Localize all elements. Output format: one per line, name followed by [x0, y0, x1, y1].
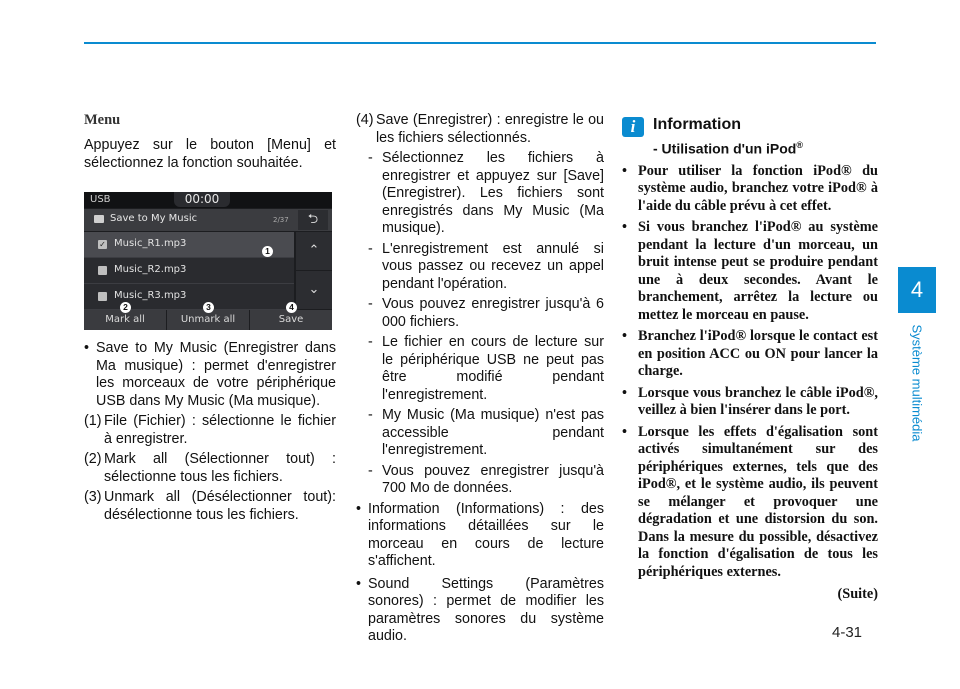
menu-options-list	[356, 501, 604, 646]
information-title: Information	[653, 116, 741, 133]
item-text: File (Fichier) : sélectionne le fichier à enregistrer.	[104, 413, 336, 447]
item-text: Unmark all (Désélectionner tout): désélectionne tous les fichiers.	[104, 489, 336, 523]
information-bullet: • Information (Informations) : des informations détaillées sur le morceau en cours de lecture s'affichent.	[356, 501, 604, 571]
save-to-my-music-list	[84, 340, 336, 410]
screen-header	[84, 209, 332, 231]
item-number: (3)	[84, 489, 102, 505]
info-bullet: • Lorsque les effets d'égalisation sont activés simultanément sur des périphériques externes, tels que des iPod®, et le système audio, ils peuvent se mélanger et provoquer une dégradation et une distorsion du son. Dans la mesure du possible, désactivez la fonction d'égalisation de tous les périphériques externes.	[622, 424, 878, 582]
item-number: (1)	[84, 413, 102, 429]
screen-status-bar	[84, 192, 332, 208]
numbered-item	[84, 451, 336, 486]
unmark-all-button[interactable]: Unmark all	[167, 310, 249, 330]
item-text: Save (Enregistrer) : enregistre le ou les fichiers sélectionnés.	[376, 112, 604, 146]
checkbox-icon[interactable]	[98, 266, 107, 275]
page-number: 4-31	[832, 624, 863, 641]
source-label: USB	[90, 194, 111, 205]
checkbox-icon[interactable]	[98, 292, 107, 301]
numbered-item	[84, 413, 336, 448]
file-row[interactable]	[84, 258, 294, 284]
chapter-label-text: Système multimédia	[909, 324, 925, 442]
save-to-my-music-bullet: • Save to My Music (Enregistrer dans Ma musique) : permet d'enregistrer les morceaux de votre périphérique USB dans My Music (Ma musique).	[84, 340, 336, 410]
info-bullet: • Branchez l'iPod® lorsque le contact est en position ACC ou ON pour lancer la charge.	[622, 328, 878, 381]
sub-item: - Sélectionnez les fichiers à enregistrer et appuyez sur [Save] (Enregistrer). Les fichiers sont enregistrés dans My Music (Ma musique).	[356, 150, 604, 238]
section-heading: Menu	[84, 112, 121, 128]
callout-4: 4	[286, 302, 297, 313]
intro-paragraph: Appuyez sur le bouton [Menu] et sélectionnez la fonction souhaitée.	[84, 137, 336, 171]
information-header	[622, 116, 878, 138]
item-number: (4)	[356, 112, 374, 128]
scroll-down-icon[interactable]: ⌄	[296, 271, 332, 309]
numbered-item	[356, 112, 604, 147]
info-bullet: • Pour utiliser la fonction iPod® du système audio, branchez votre iPod® à l'aide du câble prévu à cet effet.	[622, 163, 878, 216]
clock: 00:00	[174, 192, 230, 207]
continued-label: (Suite)	[837, 586, 878, 603]
file-row[interactable]	[84, 284, 294, 310]
sub-item: - L'enregistrement est annulé si vous passez ou recevez un appel pendant l'opération.	[356, 241, 604, 294]
header-rule	[84, 42, 876, 44]
folder-icon	[94, 215, 104, 223]
callout-2: 2	[120, 302, 131, 313]
checkbox-checked-icon[interactable]: ✓	[99, 240, 106, 249]
callout-1: 1	[262, 246, 273, 257]
back-icon[interactable]: ⮌	[298, 210, 328, 230]
registered-mark: ®	[796, 140, 803, 150]
sub-item: - Vous pouvez enregistrer jusqu'à 6 000 fichiers.	[356, 296, 604, 331]
mark-all-button[interactable]: Mark all	[84, 310, 166, 330]
sub-item: - My Music (Ma musique) n'est pas accessible pendant l'enregistrement.	[356, 407, 604, 460]
sub-item: - Vous pouvez enregistrer jusqu'à 700 Mo de données.	[356, 463, 604, 498]
middle-column	[356, 112, 604, 648]
item-text: Mark all (Sélectionner tout) : sélectionne tous les fichiers.	[104, 451, 336, 485]
file-name: Music_R2.mp3	[114, 264, 187, 275]
information-list	[622, 163, 878, 582]
save-button[interactable]: Save	[250, 310, 332, 330]
save-to-my-music-screen	[84, 192, 332, 330]
sub-item: - Le fichier en cours de lecture sur le périphérique USB ne peut pas être modifié pendant l'enregistrement.	[356, 334, 604, 404]
info-icon: i	[622, 117, 644, 137]
file-name: Music_R3.mp3	[114, 290, 187, 301]
file-count: 2/37	[273, 216, 289, 224]
numbered-item	[84, 489, 336, 524]
chapter-label	[905, 320, 929, 446]
left-column	[84, 112, 336, 524]
scroll-up-icon[interactable]: ⌃	[296, 232, 332, 270]
item-number: (2)	[84, 451, 102, 467]
screen-title: Save to My Music	[110, 213, 198, 224]
callout-3: 3	[203, 302, 214, 313]
file-name: Music_R1.mp3	[114, 238, 187, 249]
subtitle-text: - Utilisation d'un iPod	[653, 140, 797, 157]
chapter-tab[interactable]: 4	[898, 267, 936, 313]
information-subtitle	[653, 140, 878, 157]
right-column	[622, 116, 878, 603]
sound-settings-bullet: • Sound Settings (Paramètres sonores) : permet de modifier les paramètres sonores du système audio.	[356, 576, 604, 646]
info-bullet: • Si vous branchez l'iPod® au système pendant la lecture d'un morceau, un bruit intense peut se produire pendant une à deux secondes. Avant le branchement, arrêtez la lecture ou mettez le morceau en pause.	[622, 219, 878, 324]
info-bullet: • Lorsque vous branchez le câble iPod®, veillez à bien l'insérer dans le port.	[622, 385, 878, 420]
